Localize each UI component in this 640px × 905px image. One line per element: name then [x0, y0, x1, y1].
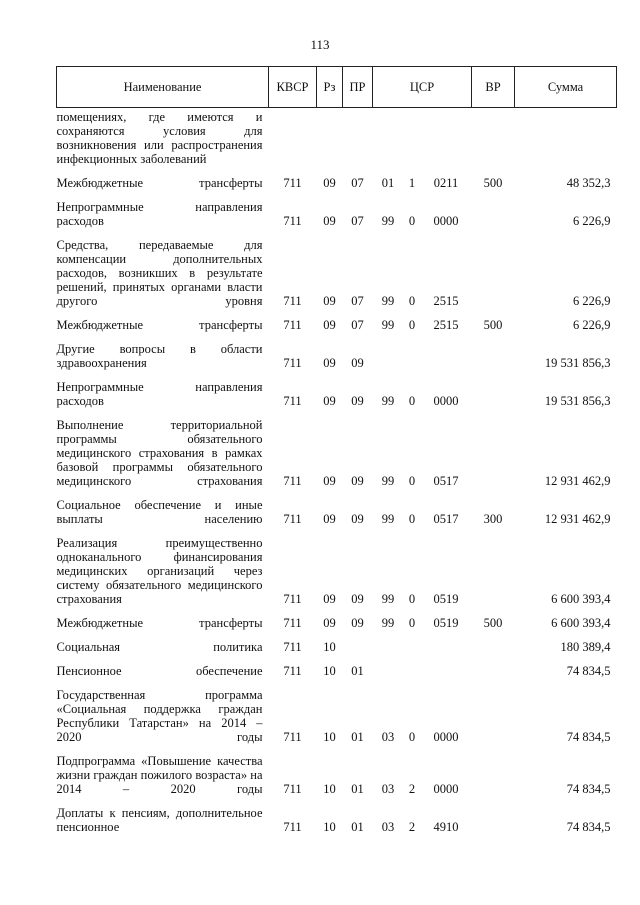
rz-cell: 10	[323, 782, 336, 796]
csr-code-cell: 0517	[433, 512, 459, 526]
header-rz: Рз	[317, 67, 343, 108]
kvsr-cell	[269, 108, 317, 171]
sum-cell: 48 352,3	[566, 176, 611, 190]
csr-subprogram-cell	[404, 634, 421, 658]
kvsr-cell: 711	[283, 512, 302, 526]
csr-subprogram-cell: 0	[408, 730, 416, 744]
csr-program-cell: 99	[381, 214, 395, 228]
kvsr-cell: 711	[283, 616, 302, 630]
rz-cell	[317, 108, 343, 171]
vr-cell: 300	[483, 512, 503, 526]
rz-cell: 10	[323, 730, 336, 744]
vr-cell	[472, 748, 515, 800]
sum-cell: 12 931 462,9	[544, 474, 611, 488]
csr-program-cell	[373, 336, 404, 374]
row-name-cell: Доплаты к пенсиям, дополнительное пенсионное	[56, 806, 263, 834]
vr-cell	[472, 194, 515, 232]
sum-cell: 12 931 462,9	[544, 512, 611, 526]
rz-cell: 10	[323, 640, 336, 654]
csr-code-cell: 0517	[433, 474, 459, 488]
kvsr-cell: 711	[283, 730, 302, 744]
header-vr: ВР	[472, 67, 515, 108]
sum-cell: 180 389,4	[560, 640, 611, 654]
kvsr-cell: 711	[283, 782, 302, 796]
csr-program-cell: 99	[381, 294, 395, 308]
pr-cell: 01	[351, 820, 364, 834]
vr-cell	[472, 232, 515, 312]
header-name: Наименование	[57, 67, 269, 108]
pr-cell: 09	[351, 512, 364, 526]
kvsr-cell: 711	[283, 318, 302, 332]
rz-cell: 09	[323, 356, 336, 370]
header-kvsr: КВСР	[269, 67, 317, 108]
table-row	[57, 108, 617, 171]
pr-cell: 01	[351, 730, 364, 744]
csr-program-cell: 99	[381, 592, 395, 606]
sum-cell: 74 834,5	[566, 664, 611, 678]
table-row	[57, 412, 617, 492]
csr-subprogram-cell	[404, 336, 421, 374]
pr-cell	[343, 108, 373, 171]
csr-program-cell: 99	[381, 474, 395, 488]
table-row	[57, 492, 617, 530]
csr-code-cell: 0519	[433, 616, 459, 630]
csr-program-cell	[373, 634, 404, 658]
vr-cell	[472, 412, 515, 492]
row-name-cell: Выполнение территориальной программы обязательного медицинского страхования в рамках базовой программы обязательного медицинского страхования	[56, 418, 263, 488]
kvsr-cell: 711	[283, 294, 302, 308]
csr-program-cell: 99	[381, 318, 395, 332]
csr-subprogram-cell: 0	[408, 616, 416, 630]
kvsr-cell: 711	[283, 394, 302, 408]
vr-cell: 500	[483, 318, 503, 332]
csr-code-cell	[421, 658, 472, 682]
vr-cell	[472, 530, 515, 610]
page-number: 113	[310, 37, 330, 52]
csr-subprogram-cell: 2	[408, 820, 416, 834]
csr-code-cell	[421, 108, 472, 171]
sum-cell: 74 834,5	[566, 820, 611, 834]
pr-cell: 07	[351, 214, 364, 228]
pr-cell: 09	[351, 356, 364, 370]
row-name-cell: Социальная политика	[56, 640, 263, 654]
sum-cell: 6 600 393,4	[551, 592, 611, 606]
row-name-cell: Межбюджетные трансферты	[56, 318, 263, 332]
csr-program-cell	[373, 108, 404, 171]
csr-subprogram-cell: 0	[408, 592, 416, 606]
row-name-cell: Другие вопросы в области здравоохранения	[56, 342, 263, 370]
csr-program-cell: 99	[381, 394, 395, 408]
sum-cell: 6 226,9	[573, 294, 611, 308]
csr-program-cell: 99	[381, 512, 395, 526]
csr-subprogram-cell: 0	[408, 318, 416, 332]
row-name-cell: Средства, передаваемые для компенсации дополнительных расходов, возникших в результате решений, принятых органами власти другого уровня	[56, 238, 263, 308]
csr-subprogram-cell: 0	[408, 474, 416, 488]
pr-cell: 07	[351, 318, 364, 332]
table-row	[57, 610, 617, 634]
csr-code-cell: 2515	[433, 294, 459, 308]
rz-cell: 09	[323, 592, 336, 606]
table-row	[57, 232, 617, 312]
sum-cell: 74 834,5	[566, 782, 611, 796]
csr-subprogram-cell	[404, 108, 421, 171]
kvsr-cell: 711	[283, 176, 302, 190]
row-name-cell: помещениях, где имеются и сохраняются условия для возникновения или распространения инфекционных заболеваний	[56, 110, 263, 166]
csr-subprogram-cell: 0	[408, 394, 416, 408]
pr-cell: 09	[351, 592, 364, 606]
vr-cell	[472, 634, 515, 658]
csr-subprogram-cell: 0	[408, 512, 416, 526]
row-name-cell: Межбюджетные трансферты	[56, 616, 263, 630]
rz-cell: 09	[323, 176, 336, 190]
table-row	[57, 170, 617, 194]
pr-cell	[343, 634, 373, 658]
rz-cell: 09	[323, 616, 336, 630]
csr-code-cell: 0519	[433, 592, 459, 606]
csr-program-cell: 03	[381, 730, 395, 744]
rz-cell: 10	[323, 820, 336, 834]
table-row	[57, 194, 617, 232]
kvsr-cell: 711	[283, 640, 302, 654]
csr-code-cell	[421, 336, 472, 374]
pr-cell: 09	[351, 616, 364, 630]
vr-cell	[472, 800, 515, 838]
vr-cell	[472, 682, 515, 748]
table-row	[57, 374, 617, 412]
kvsr-cell: 711	[283, 592, 302, 606]
header-pr: ПР	[343, 67, 373, 108]
pr-cell: 01	[351, 782, 364, 796]
csr-code-cell: 0211	[433, 176, 459, 190]
csr-code-cell: 0000	[433, 782, 459, 796]
row-name-cell: Социальное обеспечение и иные выплаты населению	[56, 498, 263, 526]
csr-subprogram-cell: 0	[408, 214, 416, 228]
header-csr: ЦСР	[373, 67, 472, 108]
budget-table	[56, 66, 617, 838]
vr-cell	[472, 658, 515, 682]
vr-cell: 500	[483, 616, 503, 630]
csr-code-cell: 4910	[433, 820, 459, 834]
kvsr-cell: 711	[283, 356, 302, 370]
sum-cell	[515, 108, 617, 171]
pr-cell: 09	[351, 474, 364, 488]
csr-code-cell: 0000	[433, 214, 459, 228]
csr-program-cell: 01	[381, 176, 395, 190]
csr-subprogram-cell: 1	[408, 176, 416, 190]
kvsr-cell: 711	[283, 214, 302, 228]
vr-cell: 500	[483, 176, 503, 190]
csr-subprogram-cell	[404, 658, 421, 682]
csr-program-cell	[373, 658, 404, 682]
pr-cell: 09	[351, 394, 364, 408]
pr-cell: 07	[351, 294, 364, 308]
sum-cell: 74 834,5	[566, 730, 611, 744]
row-name-cell: Пенсионное обеспечение	[56, 664, 263, 678]
row-name-cell: Непрограммные направления расходов	[56, 200, 263, 228]
csr-subprogram-cell: 2	[408, 782, 416, 796]
rz-cell: 10	[323, 664, 336, 678]
sum-cell: 19 531 856,3	[544, 356, 611, 370]
pr-cell: 01	[351, 664, 364, 678]
sum-cell: 6 226,9	[573, 318, 611, 332]
rz-cell: 09	[323, 214, 336, 228]
csr-subprogram-cell: 0	[408, 294, 416, 308]
table-row	[57, 658, 617, 682]
rz-cell: 09	[323, 474, 336, 488]
pr-cell: 07	[351, 176, 364, 190]
rz-cell: 09	[323, 318, 336, 332]
rz-cell: 09	[323, 294, 336, 308]
vr-cell	[472, 374, 515, 412]
vr-cell	[472, 108, 515, 171]
vr-cell	[472, 336, 515, 374]
sum-cell: 6 600 393,4	[551, 616, 611, 630]
table-row	[57, 748, 617, 800]
csr-code-cell: 0000	[433, 730, 459, 744]
table-row	[57, 336, 617, 374]
table-row	[57, 682, 617, 748]
rz-cell: 09	[323, 512, 336, 526]
table-row	[57, 530, 617, 610]
kvsr-cell: 711	[283, 820, 302, 834]
table-row	[57, 312, 617, 336]
row-name-cell: Подпрограмма «Повышение качества жизни граждан пожилого возраста» на 2014 – 2020 годы	[56, 754, 263, 796]
row-name-cell: Непрограммные направления расходов	[56, 380, 263, 408]
row-name-cell: Реализация преимущественно одноканального финансирования медицинских организаций через систему обязательного медицинского страхования	[56, 536, 263, 606]
row-name-cell: Государственная программа «Социальная поддержка граждан Республики Татарстан» на 2014 – 2020 годы	[56, 688, 263, 744]
kvsr-cell: 711	[283, 474, 302, 488]
table-header-row	[57, 67, 617, 108]
csr-code-cell: 2515	[433, 318, 459, 332]
csr-code-cell: 0000	[433, 394, 459, 408]
rz-cell: 09	[323, 394, 336, 408]
table-row	[57, 634, 617, 658]
header-sum: Сумма	[515, 67, 617, 108]
sum-cell: 6 226,9	[573, 214, 611, 228]
table-row	[57, 800, 617, 838]
csr-code-cell	[421, 634, 472, 658]
kvsr-cell: 711	[283, 664, 302, 678]
sum-cell: 19 531 856,3	[544, 394, 611, 408]
table-body	[57, 108, 617, 839]
row-name-cell: Межбюджетные трансферты	[56, 176, 263, 190]
csr-program-cell: 03	[381, 820, 395, 834]
csr-program-cell: 99	[381, 616, 395, 630]
csr-program-cell: 03	[381, 782, 395, 796]
